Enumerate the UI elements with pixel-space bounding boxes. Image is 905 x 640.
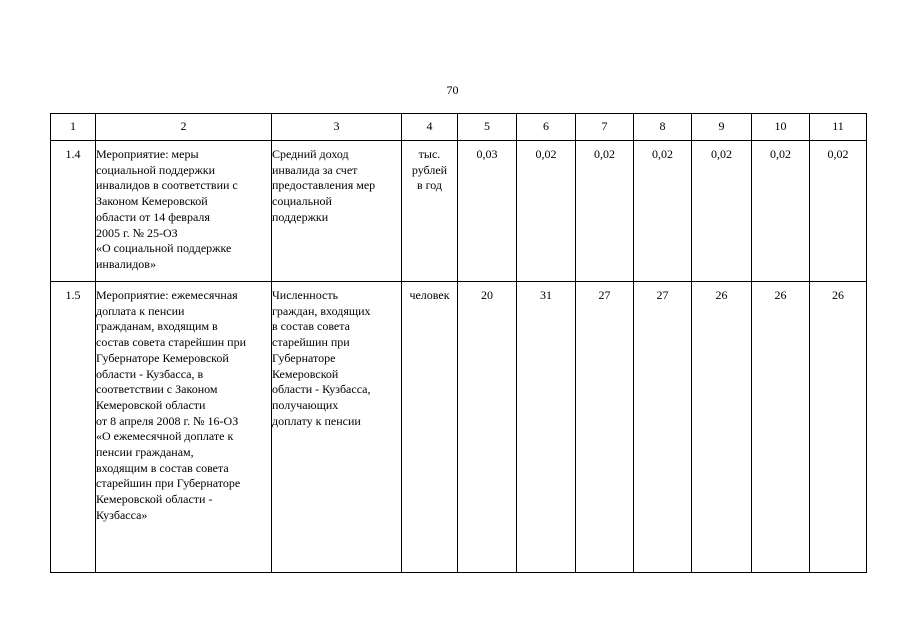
value-cell: 0,02 [692,141,752,282]
indicator-line: Губернаторе [272,350,336,365]
activity-line: Губернаторе Кемеровской [96,350,229,365]
table-row [51,282,867,573]
value-cell: 27 [634,282,692,573]
activity-line: Кемеровской области - [96,492,213,507]
activity-line: Кемеровской области [96,397,206,412]
indicator-line: Численность [272,288,339,302]
activity-line: Мероприятие: меры [96,147,199,161]
indicator-line: граждан, входящих [272,303,371,318]
row-number: 1.4 [51,141,96,282]
activity-line: Кузбасса» [96,507,148,522]
page-number: 70 [446,83,459,97]
indicator-line: предоставления мер [272,178,376,193]
indicator-line: социальной [272,194,332,209]
value-cell: 27 [576,282,634,573]
activity-line: инвалидов» [96,256,156,271]
unit-cell [402,141,458,282]
value-cell: 0,02 [752,141,810,282]
header-cell: 3 [272,114,402,141]
header-cell: 5 [458,114,517,141]
value-cell: 0,02 [517,141,576,282]
indicator-line: в состав совета [272,319,350,334]
unit-cell [402,282,458,573]
value-cell: 26 [692,282,752,573]
indicators-table [50,113,867,573]
value-cell: 20 [458,282,517,573]
unit-line: человек [409,288,450,302]
row-number: 1.5 [51,282,96,573]
value-cell: 0,02 [634,141,692,282]
activity-line: «О ежемесячной доплате к [96,429,234,444]
activity-line: доплата к пенсии [96,303,185,318]
indicator-line: доплату к пенсии [272,413,361,428]
value-cell: 26 [752,282,810,573]
activity-line: Мероприятие: ежемесячная [96,288,238,302]
activity-line: инвалидов в соответствии с [96,178,238,193]
activity-line: 2005 г. № 25-ОЗ [96,225,178,240]
activity-line: входящим в состав совета [96,460,229,475]
activity-line: гражданам, входящим в [96,319,218,334]
activity-line: области от 14 февраля [96,209,210,224]
activity-line: старейшин при Губернаторе [96,476,241,491]
header-cell: 1 [51,114,96,141]
table-header-row [51,114,867,141]
header-cell: 10 [752,114,810,141]
activity-line: области - Кузбасса, в [96,366,204,381]
activity-line: состав совета старейшин при [96,335,247,350]
indicator-line: поддержки [272,209,329,224]
header-cell: 7 [576,114,634,141]
unit-line: рублей [411,162,448,177]
activity-line: социальной поддержки [96,162,216,177]
indicator-line: инвалида за счет [272,162,358,177]
activity-line: «О социальной поддержке [96,241,232,256]
indicator-line: старейшин при [272,335,350,350]
header-cell: 11 [810,114,867,141]
table-row [51,141,867,282]
indicator-line: Кемеровской [272,366,339,381]
activity-cell [96,282,272,573]
unit-line: тыс. [418,147,441,161]
indicator-line: Средний доход [272,147,349,161]
value-cell: 0,02 [810,141,867,282]
indicator-line: получающих [272,397,339,412]
header-cell: 2 [96,114,272,141]
activity-cell [96,141,272,282]
header-cell: 4 [402,114,458,141]
header-cell: 8 [634,114,692,141]
value-cell: 0,03 [458,141,517,282]
unit-line: в год [416,178,443,193]
activity-line: соответствии с Законом [96,382,218,397]
activity-line: Законом Кемеровской [96,194,208,209]
activity-line: пенсии гражданам, [96,445,194,460]
indicator-cell [272,282,402,573]
indicator-cell [272,141,402,282]
indicator-line: области - Кузбасса, [272,382,371,397]
header-cell: 9 [692,114,752,141]
value-cell: 0,02 [576,141,634,282]
header-cell: 6 [517,114,576,141]
value-cell: 31 [517,282,576,573]
activity-line: от 8 апреля 2008 г. № 16-ОЗ [96,413,239,428]
value-cell: 26 [810,282,867,573]
